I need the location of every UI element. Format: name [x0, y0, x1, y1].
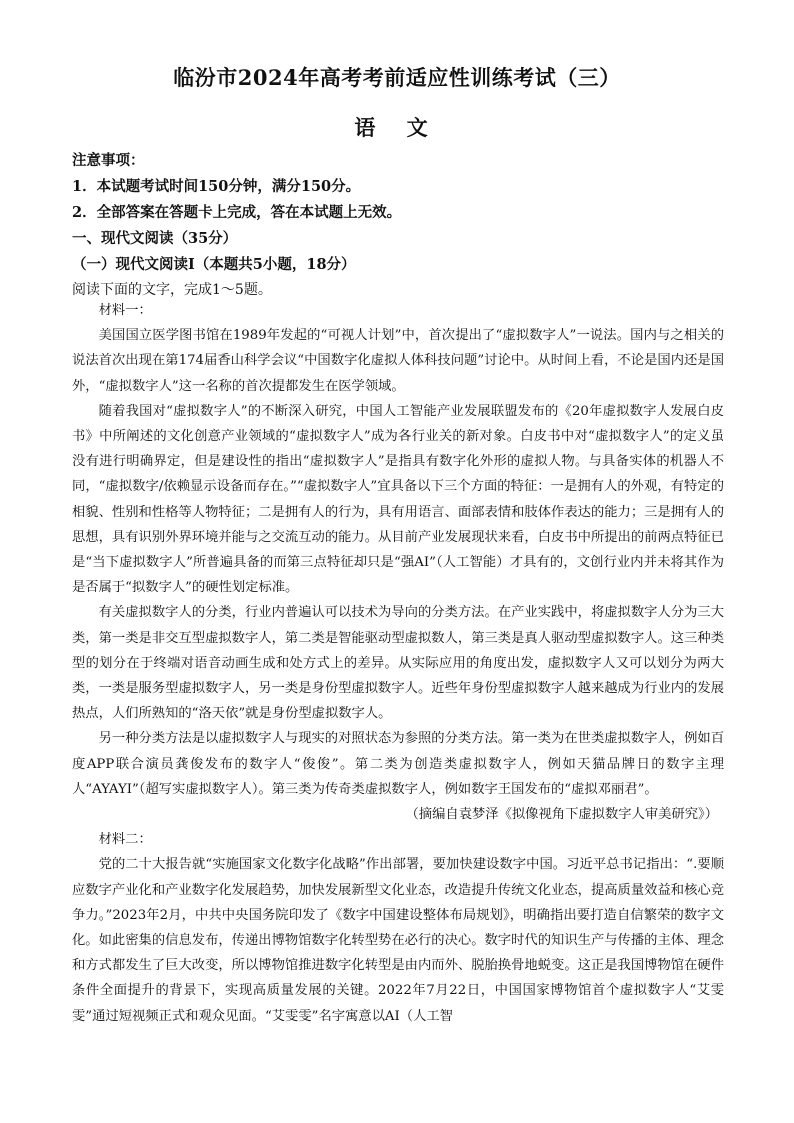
notice-item: 1．本试题考试时间150分钟，满分150分。 [72, 178, 361, 195]
sub-heading: （一）现代文阅读Ⅰ（本题共5小题，18分） [72, 256, 356, 273]
material2-paragraph: 党的二十大报告就“实施国家文化数字化战略”作出部署，要加快建设数字中国。习近平总书记指出：“.要顺应数字产业化和产业数字化发展趋势，加快发展新型文化业态，改造提升传统文化业态，提高质量效益和核心竞争力。”2023年2月，中共中央国务院印发了《数字中国建设整体布局规划》，明确指出要打造自信繁荣的数字文化。如此密集的信息发布，传递出博物馆数字化转型势在必行的决心。数字时代的知识生产与传播的主体、理念和方式都发生了巨大改变，所以博物馆推进数字化转型是由内而外、脱胎换骨地蜕变。这正是我国博物馆在硬件条件全面提升的背景下，实现高质量发展的关键。2022年7月22日，中国国家博物馆首个虚拟数字人“艾雯雯”通过短视频正式和观众见面。“艾雯雯”名字寓意以AI（人工智 [72, 857, 724, 1024]
notice-heading: 注意事项： [72, 152, 145, 169]
material1-source: （摘编自袁梦泽《拟像视角下虚拟数字人审美研究》） [405, 807, 718, 823]
notice-item: 2．全部答案在答题卡上完成，答在本试题上无效。 [72, 204, 402, 221]
material2-label: 材料二： [98, 832, 152, 848]
material1-paragraph: 随着我国对“虚拟数字人”的不断深入研究，中国人工智能产业发展联盟发布的《20年虚拟数字人发展白皮书》中所阐述的文化创意产业领域的“虚拟数字人”成为各行业关的新对象。白皮书中对“虚拟数字人”的定义虽没有进行明确界定，但是建设性的指出“虚拟数字人”是指具有数字化外形的虚拟人物。与具备实体的机器人不同，“虚拟数字/依赖显示设备而存在。”“虚拟数字人”宜具备以下三个方面的特征：一是拥有人的外观，有特定的相貌、性别和性格等人物特征；二是拥有人的行为，具有用语言、面部表情和肢体作表达的能力；三是拥有人的思想，具有识别外界环境并能与之交流互动的能力。从目前产业发展现状来看，白皮书中所提出的前两点特征已是“当下虚拟数字人”所普遍具备的而第三点特征却只是“强AI”（人工智能）才具有的，文创行业内并未将其作为是否属于“拟数字人”的硬性划定标准。 [72, 403, 724, 596]
material1-paragraph: 有关虚拟数字人的分类，行业内普遍认可以技术为导向的分类方法。在产业实践中，将虚拟数字人分为三大类，第一类是非交互型虚拟数字人，第二类是智能驱动型虚拟数人，第三类是真人驱动型虚拟数字人。这三种类型的划分在于终端对语音动画生成和处方式上的差异。从实际应用的角度出发，虚拟数字人又可以划分为两大类，一类是服务型虚拟数字人，另一类是身份型虚拟数字人。近些年身份型虚拟数字人越来越成为行业内的发展热点，人们所熟知的“洛天依”就是身份型虚拟数字人。 [72, 605, 724, 722]
exam-title: 临汾市2024年高考考前适应性训练考试（三） [173, 65, 621, 90]
material1-paragraph: 另一种分类方法是以虚拟数字人与现实的对照状态为参照的分类方法。第一类为在世类虚拟数字人，例如百度APP联合演员龚俊发布的数字人“俊俊”。第二类为创造类虚拟数字人，例如天猫品牌日的数字主理人“AYAYI”（超写实虚拟数字人）。第三类为传奇类虚拟数字人，例如数字王国发布的“虚拟邓丽君”。 [72, 731, 724, 797]
notice-block [72, 148, 722, 302]
subject-title: 语 文 [354, 115, 440, 140]
passage-body [72, 298, 724, 1029]
material1-paragraph: 美国国立医学图书馆在1989年发起的“可视人计划”中，首次提出了“虚拟数字人”一说法。国内与之相关的说法首次出现在第174届香山科学会议“中国数字化虚拟人体科技问题”讨论中。从时间上看，不论是国内还是国外，“虚拟数字人”这一名称的首次提都发生在医学领域。 [72, 328, 724, 394]
reading-instruction: 阅读下面的文字，完成1～5题。 [72, 282, 272, 298]
part-heading: 一、现代文阅读（35分） [72, 230, 238, 247]
material1-label: 材料一： [98, 303, 152, 318]
